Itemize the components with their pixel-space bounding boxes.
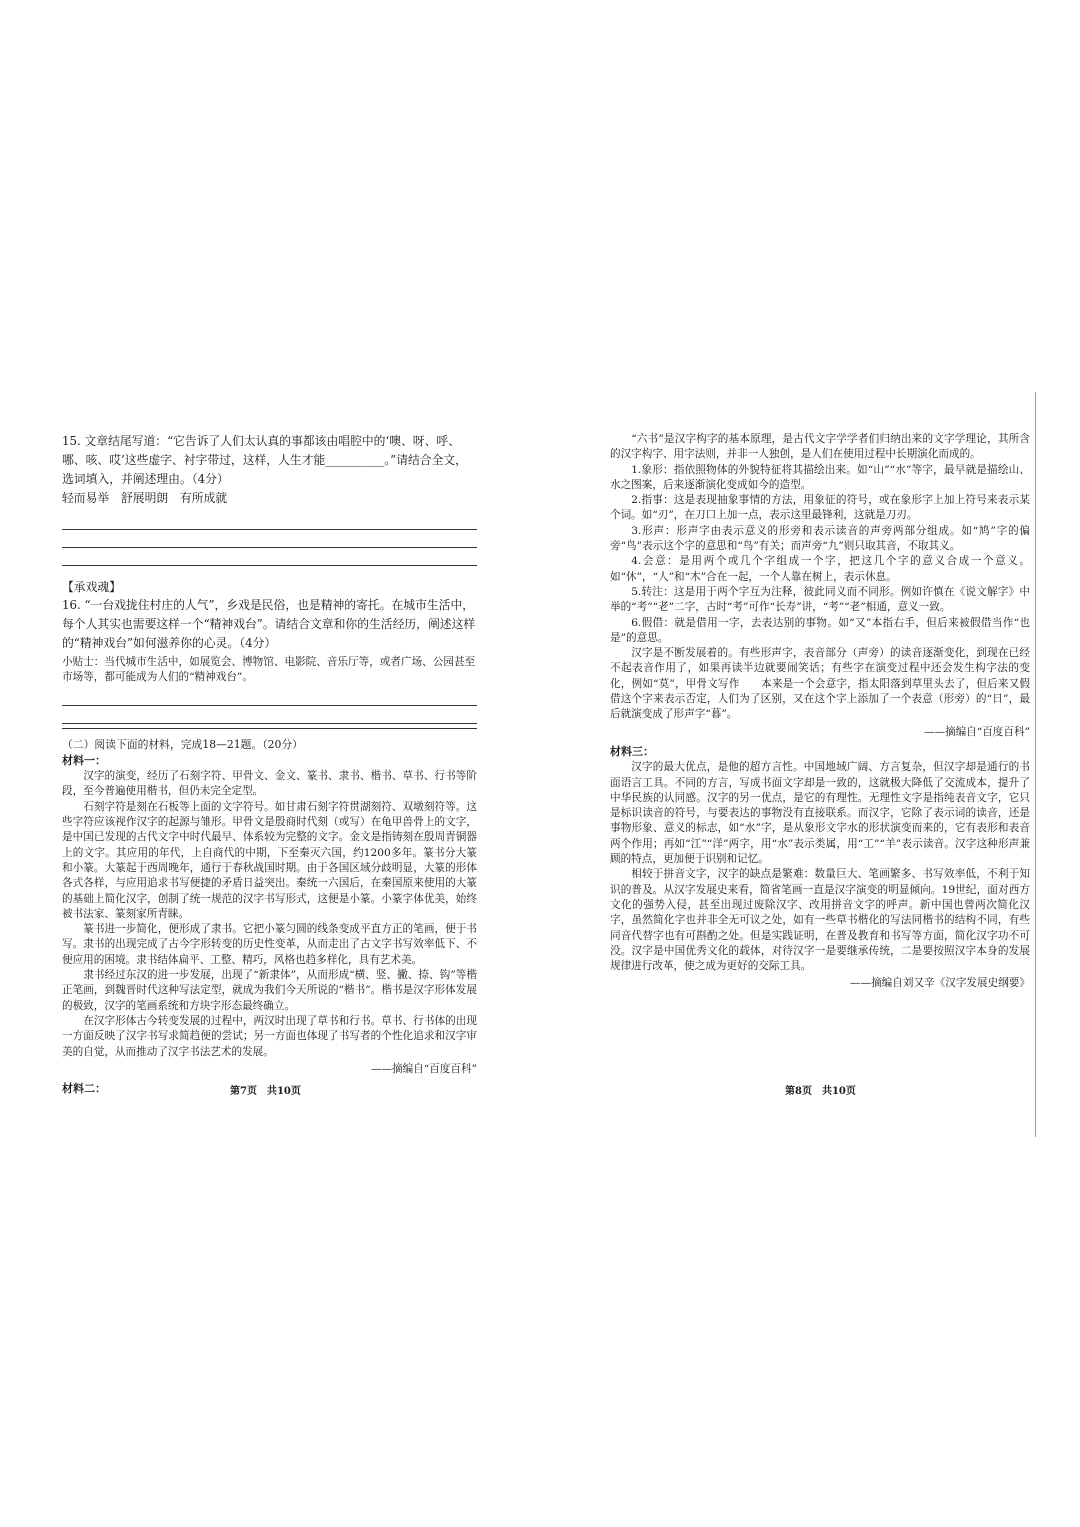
material-1-paragraph: 汉字的演变，经历了石刻字符、甲骨文、金文、篆书、隶书、楷书、草书、行书等阶段，至今普遍使用楷书，但仍未完全定型。	[62, 770, 477, 798]
material-3-source: ——摘编自刘又辛《汉字发展史纲要》	[849, 977, 1030, 990]
material-1-paragraph: 篆书进一步简化，便形成了隶书。它把小篆匀圆的线条变成平直方正的笔画，便于书写。隶书的出现完成了古今字形转变的历史性变革，从而走出了古文字书写效率低下、不便应用的困境。隶书结体扁平、工整、精巧，风格也趋多样化，具有艺术美。	[62, 923, 477, 966]
right-page-column	[610, 432, 1030, 996]
answer-line	[62, 708, 477, 724]
material-1-source: ——摘编自“百度百科”	[370, 1062, 477, 1075]
material-2-paragraph: 汉字是不断发展着的。有些形声字，表音部分（声旁）的读音逐渐变化，到现在已经不起表音作用了，如果再读半边就要闹笑话；有些字在演变过程中还会发生构字法的变化，例如“莫”，甲骨文写作 本来是一个会意字，指太阳落到草里头去了，但后来又假借这个字来表示否定，人们为了区别，又在这个字上添加了一个表意（形旁）的“日”，最后就演变成了形声字“暮”。	[610, 647, 1030, 721]
page-edge-line	[1035, 392, 1036, 1137]
material-1-paragraph: 石刻字符是刻在石板等上面的文字符号。如甘肃石刻字符贯湖刻符、双墩刻符等。这些字符应该视作汉字的起源与雏形。甲骨文是殷商时代刻（或写）在龟甲兽骨上的文字，是中国已发现的古代文字中时代最早、体系较为完整的文字。金文是指铸刻在殷周青铜器上的文字。其应用的年代，上自商代的中期，下至秦灭六国，约1200多年。篆书分大篆和小篆。大篆起于西周晚年，通行于春秋战国时期。由于各国区域分歧明显，大篆的形体各式各样，与应用追求书写便捷的矛盾日益突出。秦统一六国后，在秦国原来使用的大篆的基础上简化汉字，创制了统一规范的汉字书写形式，这便是小篆。小篆字体优美，始终被书法家、篆刻家所青睐。	[62, 800, 477, 920]
six-scripts-item: 1.象形：指依照物体的外貌特征将其描绘出来。如“山”“水”等字，最早就是描绘山、水之图案，后来逐渐演化变成如今的造型。	[610, 463, 1030, 491]
material-3-paragraph: 相较于拼音文字，汉字的缺点是繁难：数量巨大、笔画繁多、书写效率低，不利于知识的普及。从汉字发展史来看，简省笔画一直是汉字演变的明显倾向。19世纪，面对西方文化的强势入侵，甚至出现过废除汉字、改用拼音文字的呼声。新中国也曾两次简化汉字，虽然简化字也并非全无可议之处，如有一些草书楷化的写法同楷书的结构不同，有些同音代替字也有可斟酌之处。但是实践证明，在普及教育和书写等方面，简化汉字功不可没。汉字是中国优秀文化的载体，对待汉字一是要继承传统，二是要按照汉字本身的发展规律进行改革，使之成为更好的交际工具。	[610, 868, 1030, 973]
six-scripts-item: 5.转注：这是用于两个字互为注释，彼此同义而不同形。例如许慎在《说文解字》中举的“考”“老”二字，古时“考”可作“长寿”讲，“考”“老”相通，意义一致。	[610, 585, 1030, 614]
question-15: 15. 文章结尾写道：“它告诉了人们太认真的事都该由唱腔中的‘噢、呀、呼、哪、咳、哎’这些虚字、衬字带过，这样，人生才能__________。”请结合全文，选词填入，并阐述理由。（4分）	[62, 434, 467, 486]
material-3-paragraph: 汉字的最大优点，是他的超方言性。中国地域广阔、方言复杂，但汉字却是通行的书面语言工具。不同的方言，写成书面文字却是一致的，这就极大降低了交流成本，提升了中华民族的认同感。汉字的另一优点，是它的有理性。无理性文字是指纯表音文字，它只是标识读音的符号，与要表达的事物没有直接联系。而汉字，它除了表示词的读音，还是事物形象、意义的标志，如“水”字，是从象形文字水的形状演变而来的，它有表形和表音两个作用；再如“江”“洋”两字，用“水”表示类属，用“工”“羊”表示读音。汉字这种形声兼顾的特点，更加便于识别和记忆。	[610, 761, 1030, 866]
answer-line	[62, 532, 477, 548]
answer-line	[62, 690, 477, 706]
material-2-source: ——摘编自“百度百科”	[923, 725, 1030, 738]
six-scripts-intro: “六书”是汉字构字的基本原理，是古代文字学学者们归纳出来的文字学理论，其所含的汉字构字、用字法则，并非一人独创，是人们在使用过程中长期演化而成的。	[610, 433, 1030, 461]
six-scripts-item: 4.会意：是用两个或几个字组成一个字，把这几个字的意义合成一个意义。如“休”，“人”和“木”合在一起，一个人靠在树上，表示休息。	[610, 555, 1030, 583]
question-16-tip: 小贴士：当代城市生活中，如展览会、博物馆、电影院、音乐厅等，或者广场、公园甚至市场等，都可能成为人们的“精神戏台”。	[62, 655, 476, 684]
answer-line	[62, 550, 477, 566]
six-scripts-item: 3.形声：形声字由表示意义的形旁和表示读音的声旁两部分组成。如“鸠”字的偏旁“鸟”表示这个字的意思和“鸟”有关；而声旁“九”则只取其音，不取其义。	[610, 524, 1030, 553]
exam-sheet	[50, 392, 1036, 1137]
six-scripts-item: 2.指事：这是表现抽象事情的方法，用象征的符号，或在象形字上加上符号来表示某个词。如“刃”，在刀口上加一点，表示这里最锋利，这就是刀刃。	[610, 494, 1030, 522]
material-1-paragraph: 在汉字形体古今转变发展的过程中，两汉时出现了草书和行书。草书、行书体的出现一方面反映了汉字书写求简趋便的尝试；另一方面也体现了书写者的个性化追求和汉字审美的自觉，从而推动了汉字书法艺术的发展。	[62, 1014, 477, 1058]
page-number-left: 第7页 共10页	[230, 1086, 301, 1097]
part-2-heading: （二）阅读下面的材料，完成18—21题。（20分）	[62, 728, 477, 752]
question-16: 16. “一台戏拢住村庄的人气”，乡戏是民俗，也是精神的寄托。在城市生活中，每个人其实也需要这样一个“精神戏台”。请结合文章和你的生活经历，阐述这样的“精神戏台”如何滋养你的心灵。（4分）	[62, 597, 476, 650]
material-1-paragraph: 隶书经过东汉的进一步发展，出现了“新隶体”，从而形成“横、竖、撇、捺、钩”等楷正笔画，到魏晋时代这种写法定型，就成为我们今天所说的“楷书”。楷书是汉字形体发展的极致，汉字的笔画系统和方块字形态最终确立。	[62, 969, 477, 1012]
material-3-title: 材料三：	[610, 744, 654, 758]
section-tag: 【承戏魂】	[62, 580, 121, 595]
page-number-right: 第8页 共10页	[785, 1086, 856, 1097]
material-2-title: 材料二：	[62, 1082, 106, 1096]
answer-line	[62, 514, 477, 530]
question-15-word-options: 轻而易举 舒展明朗 有所成就	[62, 491, 228, 505]
six-scripts-item: 6.假借：就是借用一字，去表达别的事物。如“又”本指右手，但后来被假借当作“也是”的意思。	[610, 616, 1030, 644]
material-1-title: 材料一：	[62, 753, 106, 767]
left-page-column	[62, 432, 477, 1097]
